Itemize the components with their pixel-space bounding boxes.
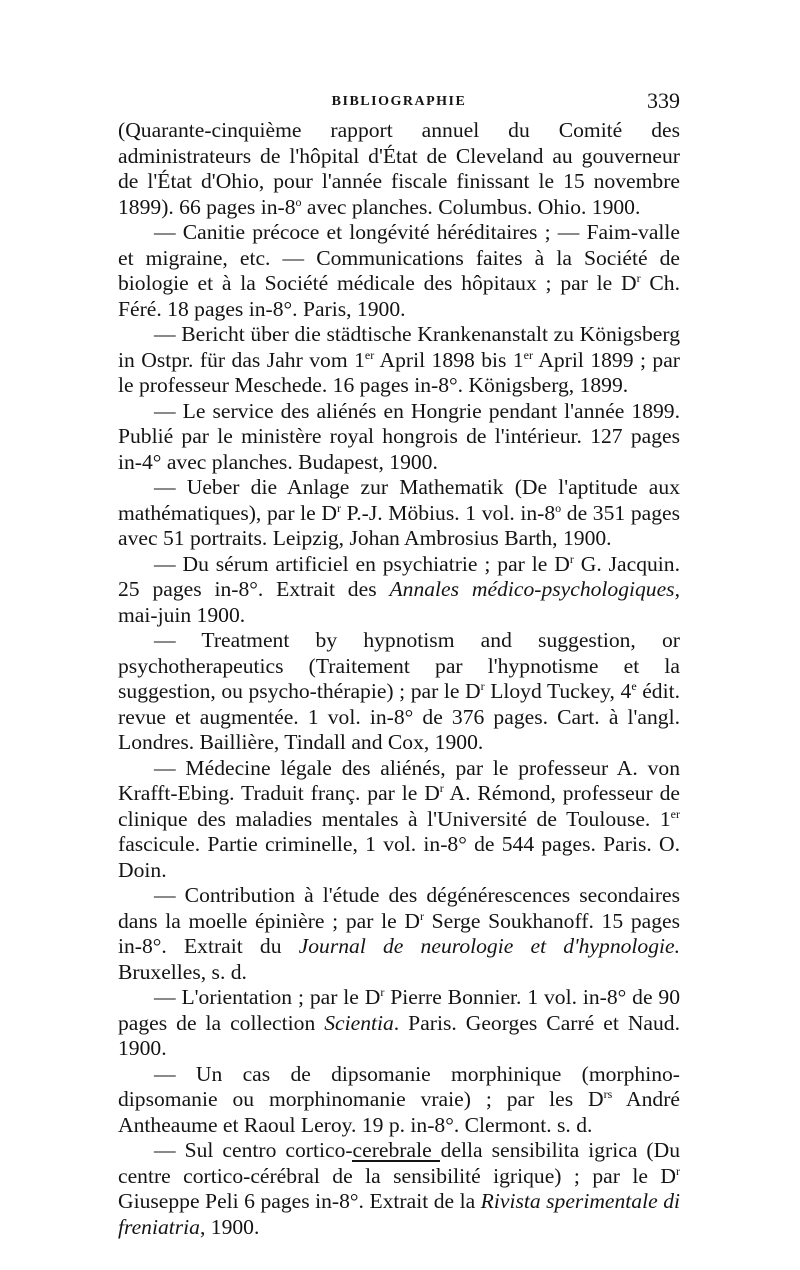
superscript: r — [439, 781, 444, 795]
entry-text: — L'orientation ; par le D — [154, 985, 381, 1009]
superscript: er — [523, 347, 533, 362]
entry-text: — Bericht über die städtische Krankenanstalt zu Königsberg in Ostpr. für das Jahr vom 1 — [118, 322, 680, 372]
entry-text: — Médecine légale des aliénés, par le professeur A. von Krafft-Ebing. Traduit franç. par le D — [118, 755, 680, 805]
entry-text: , mai-juin 1900. — [118, 577, 680, 627]
entry-text: . Paris. Georges Carré et Naud. 1900. — [118, 1010, 680, 1060]
superscript: r — [336, 500, 341, 515]
entry-text: fascicule. Partie criminelle, 1 vol. in-8° de 544 pages. Paris. O. Doin. — [118, 832, 680, 882]
italic-title: Annales médico-psychologiques — [389, 577, 675, 601]
entry-text: Lloyd Tuckey, 4 — [484, 679, 632, 703]
entry-text: — Contribution à l'étude des dégénérescences secondaires dans la moelle épinière ; par le D — [118, 883, 680, 933]
entry-text: — Le service des aliénés en Hongrie pendant l'année 1899. Publié par le ministère royal hongrois de l'intérieur. 127 pages in-4° avec planches. Budapest, 1900. — [118, 398, 680, 474]
entry-text: de 351 pages avec 51 portraits. Leipzig, Johan Ambrosius Barth, 1900. — [118, 500, 681, 550]
bibliography-entry — [118, 628, 680, 756]
entry-text: édit. revue et augmentée. 1 vol. in-8° de 376 pages. Cart. à l'angl. Londres. Baillière, Tindall and Cox, 1900. — [118, 679, 680, 754]
entry-text: avec planches. Columbus. Ohio. 1900. — [301, 194, 641, 219]
page-number: 339 — [647, 88, 680, 113]
bibliography-entry — [118, 475, 680, 552]
bibliography-entry — [118, 883, 680, 985]
superscript: er — [670, 806, 680, 821]
entry-text: Giuseppe Peli 6 pages in-8°. Extrait de la — [118, 1189, 481, 1213]
page-header — [118, 88, 680, 118]
bibliography-entry — [118, 1138, 680, 1240]
bibliography-entry — [118, 118, 680, 220]
italic-title: Rivista sperimentale di freniatria — [118, 1189, 680, 1239]
superscript: er — [364, 347, 375, 362]
entry-text: — Treatment by hypnotism and suggestion, or psychotherapeutics (Traitement par l'hypnotisme et la suggestion, ou psycho-thérapie) ; par le D — [118, 628, 680, 703]
entry-text: — Du sérum artificiel en psychiatrie ; par le D — [154, 551, 570, 576]
superscript: rs — [603, 1087, 613, 1101]
entry-text: — Sul centro cortico-cerebrale della sensibilita igrica (Du centre cortico-cérébral de la sensibilité igrique) ; par le D — [118, 1138, 680, 1188]
italic-title: Scientia — [324, 1010, 394, 1035]
bibliography-entry — [118, 756, 680, 884]
entry-text: , 1900. — [199, 1214, 260, 1239]
superscript: r — [380, 985, 385, 999]
entry-text: Pierre Bonnier. 1 vol. in-8° de 90 pages de la collection — [118, 985, 681, 1035]
superscript: r — [419, 908, 424, 923]
entry-text: April 1899 ; par le professeur Meschede. 16 pages in-8°. Königsberg, 1899. — [118, 347, 681, 397]
bibliography-entry — [118, 322, 680, 399]
superscript: o — [295, 194, 302, 209]
entry-text: Bruxelles, s. d. — [118, 959, 247, 984]
entry-text: André Antheaume et Raoul Leroy. 19 p. in-8°. Clermont. s. d. — [118, 1087, 680, 1137]
superscript: r — [676, 1163, 680, 1178]
superscript: r — [569, 551, 574, 566]
bibliography-entry — [118, 399, 680, 476]
entry-text: P.-J. Möbius. 1 vol. in-8 — [340, 500, 556, 525]
entry-text: G. Jacquin. 25 pages in-8°. Extrait des — [118, 551, 680, 601]
italic-title: Journal de neurologie et d'hypnologie. — [298, 934, 680, 958]
entry-text: April 1898 bis 1 — [374, 347, 524, 372]
entry-text: — Ueber die Anlage zur Mathematik (De l'aptitude aux mathématiques), par le D — [118, 475, 680, 525]
entry-text: — Canitie précoce et longévité héréditaires ; — Faim-valle et migraine, etc. — Communications faites à la Société de biologie et à la Société médicale des hôpitaux ; par le D — [118, 220, 680, 295]
entry-text: — Un cas de dipsomanie morphinique (morphino-dipsomanie ou morphinomanie vraie) ; par les D — [118, 1061, 680, 1111]
entry-text: A. Rémond, professeur de clinique des maladies mentales à l'Université de Toulouse. 1 — [118, 781, 680, 831]
entry-text: Ch. Féré. 18 pages in-8°. Paris, 1900. — [118, 271, 680, 321]
bibliography-entry — [118, 552, 680, 629]
superscript: o — [555, 500, 562, 515]
bibliography-text — [118, 118, 680, 1240]
bibliography-entry — [118, 1062, 680, 1139]
closing-rule — [352, 1160, 440, 1162]
bibliography-entry — [118, 220, 680, 322]
entry-text: (Quarante-cinquième rapport annuel du Comité des administrateurs de l'hôpital d'État de Cleveland au gouverneur de l'État d'Ohio, pour l'année fiscale finissant le 15 novembre 1899). 66 pages in-8 — [118, 118, 680, 219]
bibliography-entry — [118, 985, 680, 1062]
entry-text: Serge Soukhanoff. 15 pages in-8°. Extrait du — [118, 908, 680, 958]
superscript: r — [636, 271, 641, 285]
running-head: BIBLIOGRAPHIE — [331, 94, 467, 109]
superscript: r — [480, 679, 485, 693]
superscript: e — [631, 679, 637, 693]
